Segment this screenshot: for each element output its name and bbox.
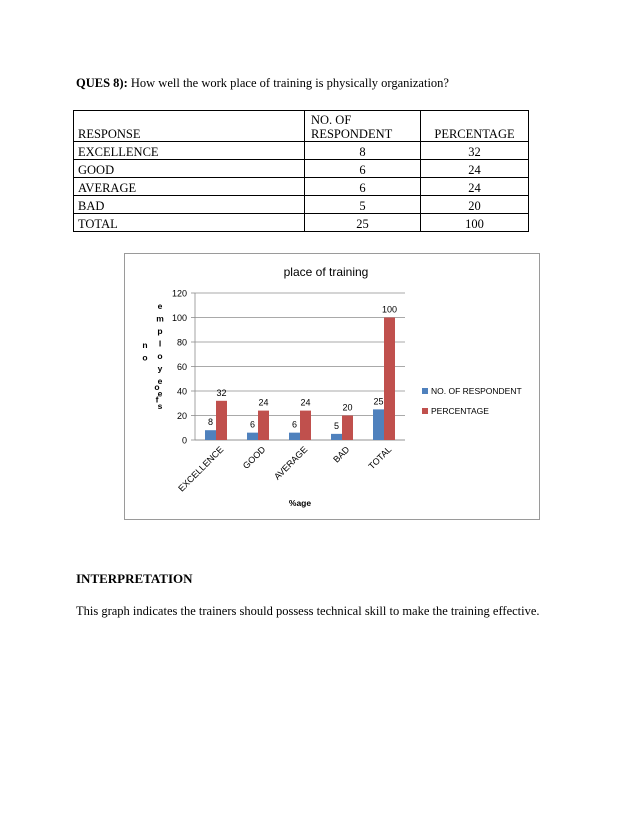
bar-percentage bbox=[300, 411, 311, 440]
cell-response: TOTAL bbox=[74, 214, 305, 232]
y-tick-label: 120 bbox=[171, 288, 187, 299]
cell-respondents: 6 bbox=[305, 178, 421, 196]
bar-respondent bbox=[289, 433, 300, 440]
cell-response: AVERAGE bbox=[74, 178, 305, 196]
bar-percentage bbox=[216, 401, 227, 440]
y-tick-label: 80 bbox=[176, 337, 187, 348]
chart-title: place of training bbox=[283, 265, 369, 279]
cell-percentage: 24 bbox=[421, 160, 529, 178]
y-axis-label-letter: e bbox=[157, 301, 163, 311]
x-tick-label: TOTAL bbox=[366, 444, 394, 472]
data-label: 6 bbox=[291, 419, 298, 430]
header-respondent-line1: NO. OF bbox=[311, 113, 352, 127]
table-header-row bbox=[74, 111, 529, 142]
chart-container bbox=[124, 253, 540, 520]
data-label: 32 bbox=[216, 387, 227, 398]
header-percentage: PERCENTAGE bbox=[421, 111, 529, 142]
legend-label: NO. OF RESPONDENT bbox=[431, 386, 522, 396]
y-axis-label-letter: s bbox=[157, 401, 163, 411]
data-label: 25 bbox=[373, 396, 384, 407]
cell-respondents: 5 bbox=[305, 196, 421, 214]
question-text bbox=[76, 76, 449, 91]
cell-response: GOOD bbox=[74, 160, 305, 178]
cell-respondents: 6 bbox=[305, 160, 421, 178]
legend-swatch bbox=[422, 388, 428, 394]
y-axis-label-letter: p bbox=[157, 326, 163, 336]
x-tick-label: GOOD bbox=[240, 444, 268, 471]
data-label: 24 bbox=[258, 397, 269, 408]
table-row bbox=[74, 142, 529, 160]
y-tick-label: 60 bbox=[176, 362, 187, 372]
data-label: 100 bbox=[381, 304, 398, 315]
cell-response: BAD bbox=[74, 196, 305, 214]
y-axis-label-letter: o bbox=[142, 352, 148, 363]
cell-percentage: 100 bbox=[421, 214, 529, 232]
y-axis-label-letter: l bbox=[158, 338, 162, 349]
y-axis-label-letter: f bbox=[155, 394, 159, 405]
cell-response: EXCELLENCE bbox=[74, 142, 305, 160]
bar-percentage bbox=[258, 411, 269, 440]
header-response: RESPONSE bbox=[74, 111, 305, 142]
x-tick-label: EXCELLENCE bbox=[176, 444, 226, 494]
table-row bbox=[74, 178, 529, 196]
header-respondent bbox=[305, 111, 421, 142]
bar-respondent bbox=[247, 433, 258, 440]
bar-percentage bbox=[342, 416, 353, 441]
y-tick-label: 40 bbox=[176, 386, 187, 397]
cell-percentage: 24 bbox=[421, 178, 529, 196]
table-row bbox=[74, 214, 529, 232]
y-axis-label-letter: m bbox=[156, 313, 164, 324]
cell-respondents: 25 bbox=[305, 214, 421, 232]
y-axis-label-letter: e bbox=[157, 376, 163, 386]
y-axis-label-letter: n bbox=[142, 340, 148, 350]
legend-label: PERCENTAGE bbox=[431, 406, 489, 416]
y-tick-label: 20 bbox=[176, 411, 187, 421]
y-tick-label: 0 bbox=[181, 435, 187, 446]
data-label: 5 bbox=[333, 420, 340, 431]
y-axis-label-letter: o bbox=[154, 382, 160, 392]
interpretation-text: This graph indicates the trainers should possess technical skill to make the training effective. bbox=[76, 604, 540, 618]
data-label: 20 bbox=[342, 402, 353, 413]
cell-respondents: 8 bbox=[305, 142, 421, 160]
y-axis-label-letter: e bbox=[157, 388, 163, 399]
x-axis-label: %age bbox=[288, 498, 312, 508]
data-label: 24 bbox=[300, 397, 311, 408]
question-body: How well the work place of training is physically organization? bbox=[127, 76, 449, 90]
bar-percentage bbox=[384, 318, 395, 441]
data-label: 8 bbox=[207, 417, 214, 428]
y-axis-label-letter: y bbox=[157, 363, 163, 374]
bar-respondent bbox=[331, 434, 342, 440]
cell-percentage: 32 bbox=[421, 142, 529, 160]
interpretation-heading: INTERPRETATION bbox=[76, 571, 193, 586]
bar-chart bbox=[125, 254, 539, 519]
y-tick-label: 100 bbox=[171, 313, 187, 323]
x-tick-label: AVERAGE bbox=[272, 444, 310, 482]
table-row bbox=[74, 160, 529, 178]
data-label: 6 bbox=[249, 419, 256, 430]
x-tick-label: BAD bbox=[331, 444, 352, 465]
bar-respondent bbox=[205, 430, 216, 440]
legend-swatch bbox=[422, 408, 428, 414]
response-table bbox=[73, 110, 529, 232]
header-respondent-line2: RESPONDENT bbox=[311, 127, 393, 141]
question-label: QUES 8): bbox=[76, 76, 128, 90]
y-axis-label-letter: o bbox=[157, 351, 163, 361]
table-row bbox=[74, 196, 529, 214]
cell-percentage: 20 bbox=[421, 196, 529, 214]
bar-respondent bbox=[373, 409, 384, 440]
